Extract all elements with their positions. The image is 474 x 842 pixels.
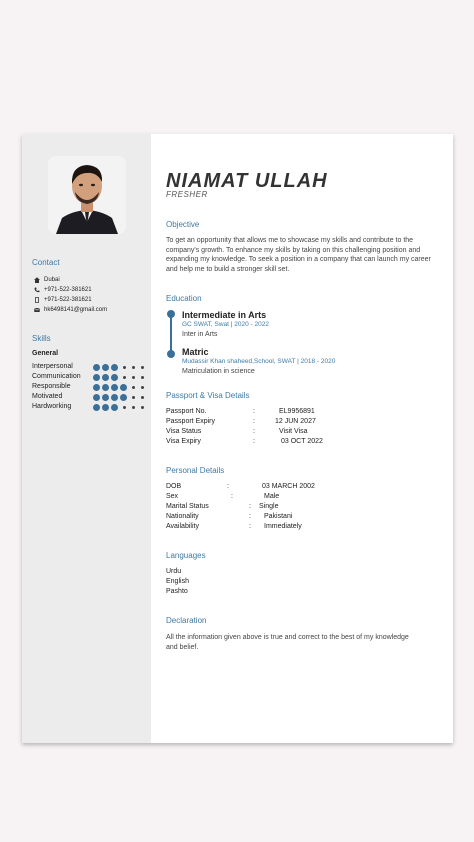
contact-address: [34, 277, 60, 283]
language-item: Pashto: [166, 588, 188, 595]
skill-dot-filled: [111, 364, 118, 371]
skill-dot-filled: [120, 394, 127, 401]
passport-value: Visit Visa: [279, 428, 308, 435]
passport-label: Passport Expiry: [166, 418, 216, 425]
personal-value: Male: [264, 493, 280, 500]
skill-name: Communication: [32, 373, 81, 380]
language-item: English: [166, 578, 189, 585]
colon: :: [249, 523, 251, 530]
language-item: Urdu: [166, 568, 182, 575]
skill-dot-filled: [102, 364, 109, 371]
education-meta: GC SWAT, Swat | 2020 - 2022: [182, 321, 269, 328]
home-icon: [34, 277, 40, 283]
contact-phone-text: +971-522-381621: [44, 287, 92, 293]
skill-dot-filled: [111, 384, 118, 391]
colon: :: [253, 438, 255, 445]
contact-mobile-text: +971-522-381621: [44, 297, 92, 303]
education-meta: Mudassir Khan shaheed,School, SWAT | 2018 - 2020: [182, 358, 336, 365]
personal-label: Marital Status: [166, 503, 209, 510]
skill-dot-filled: [111, 374, 118, 381]
skill-name: Motivated: [32, 393, 63, 400]
candidate-subtitle: FRESHER: [166, 190, 208, 199]
personal-label: Availability: [166, 523, 199, 530]
contact-phone[interactable]: [34, 287, 92, 293]
personal-heading: Personal Details: [166, 466, 225, 475]
skill-dot-filled: [93, 394, 100, 401]
contact-mobile[interactable]: [34, 297, 92, 303]
skill-dot-filled: [102, 374, 109, 381]
skill-dot-filled: [102, 394, 109, 401]
personal-label: Nationality: [166, 513, 199, 520]
skill-dot-filled: [102, 404, 109, 411]
timeline-dot: [167, 310, 175, 318]
skill-row: [32, 363, 147, 373]
resume-page: [22, 134, 453, 743]
education-heading: Education: [166, 294, 202, 303]
contact-email[interactable]: [34, 307, 107, 313]
contact-email-text: hk6498141@gmail.com: [44, 307, 108, 313]
education-title: Intermediate in Arts: [182, 310, 267, 320]
personal-label: Sex: [166, 493, 179, 500]
personal-value: 03 MARCH 2002: [262, 483, 315, 490]
sidebar: [22, 134, 151, 743]
contact-heading: Contact: [32, 258, 60, 267]
education-timeline: [170, 314, 172, 355]
mail-icon: [34, 307, 40, 313]
passport-value: 12 JUN 2027: [275, 418, 316, 425]
colon: :: [253, 408, 255, 415]
passport-label: Passport No.: [166, 408, 207, 415]
contact-address-text: Dubai: [44, 277, 60, 283]
skill-dot-filled: [111, 394, 118, 401]
passport-label: Visa Status: [166, 428, 202, 435]
colon: :: [227, 483, 229, 490]
skill-dot-filled: [102, 384, 109, 391]
skill-dot-filled: [93, 374, 100, 381]
skill-dot-filled: [93, 404, 100, 411]
education-desc: Matriculation in science: [182, 368, 255, 375]
colon: :: [231, 493, 233, 500]
skill-dot-empty: [132, 366, 135, 369]
skill-row: [32, 373, 147, 383]
skill-name: Responsible: [32, 383, 71, 390]
declaration-text: All the information given above is true and correct to the best of my knowledge and belief.: [166, 634, 409, 651]
skill-dot-filled: [120, 384, 127, 391]
passport-value: 03 OCT 2022: [281, 438, 323, 445]
objective-text: To get an opportunity that allows me to showcase my skills and contribute to the company's growth. To enhance my skills by taking on this challenging position and expanding my knowledge. To seek a position in a company that can launch my career and help me to build a stronger skill set.: [166, 237, 431, 273]
skill-row: [32, 393, 147, 403]
objective-heading: Objective: [166, 220, 200, 229]
skill-dot-empty: [141, 406, 144, 409]
skill-dot-empty: [132, 406, 135, 409]
education-title: Matric: [182, 347, 209, 357]
skills-subheading: General: [32, 350, 59, 357]
skill-name: Hardworking: [32, 403, 72, 410]
skill-dot-empty: [132, 386, 135, 389]
passport-heading: Passport & Visa Details: [166, 391, 250, 400]
passport-label: Visa Expiry: [166, 438, 201, 445]
skill-dot-empty: [132, 396, 135, 399]
colon: :: [253, 418, 255, 425]
candidate-name: NIAMAT ULLAH: [166, 170, 328, 192]
skill-dot-empty: [123, 366, 126, 369]
skill-dot-filled: [111, 404, 118, 411]
declaration-heading: Declaration: [166, 616, 207, 625]
personal-value: Immediately: [264, 523, 302, 530]
skill-dot-filled: [93, 364, 100, 371]
skill-dot-empty: [123, 376, 126, 379]
skill-dot-empty: [141, 396, 144, 399]
skill-name: Interpersonal: [32, 363, 73, 370]
personal-label: DOB: [166, 483, 182, 490]
mobile-icon: [34, 297, 40, 303]
colon: :: [253, 428, 255, 435]
skill-row: [32, 383, 147, 393]
skills-heading: Skills: [32, 334, 51, 343]
phone-icon: [34, 287, 40, 293]
skill-dot-empty: [123, 406, 126, 409]
skill-dot-empty: [141, 366, 144, 369]
personal-value: Single: [259, 503, 279, 510]
profile-photo: [48, 156, 126, 234]
timeline-dot: [167, 350, 175, 358]
personal-value: Pakistani: [264, 513, 293, 520]
skill-dot-empty: [141, 376, 144, 379]
skill-dot-filled: [93, 384, 100, 391]
skill-dot-empty: [141, 386, 144, 389]
education-desc: Inter in Arts: [182, 331, 218, 338]
colon: :: [249, 503, 251, 510]
skill-row: [32, 403, 147, 413]
passport-value: EL9956891: [279, 408, 315, 415]
colon: :: [249, 513, 251, 520]
languages-heading: Languages: [166, 551, 206, 560]
skill-dot-empty: [132, 376, 135, 379]
